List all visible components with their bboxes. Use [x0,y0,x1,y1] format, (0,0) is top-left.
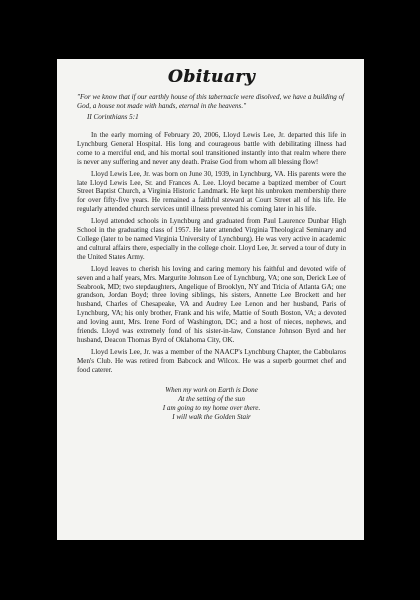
poem-line: When my work on Earth is Done [165,385,258,394]
poem-line: I will walk the Golden Stair [172,413,251,422]
paragraph-affiliations: Lloyd Lewis Lee, Jr. was a member of the NAACP's Lynchburg Chapter, the Cabbularos Men's Club. He was retired from Babcock and Wilcox. He was a superb gourmet chef and food caterer. [77,347,346,374]
scripture-citation: II Corinthians 5:1 [87,113,139,121]
poem-line: At the setting of the sun [178,394,245,403]
paragraph-birth: Lloyd Lewis Lee, Jr. was born on June 30, 1939, in Lynchburg, VA. His parents were the late Lloyd Lewis Lee, Sr. and Frances A. Lee. Lloyd became a baptized member of Court Street Baptist Church, a Virginia Historic Landmark. He kept his unbroken membership there for over fifty-five years. He remained a faithful steward at Court Street all of his life. He regularly attended church services until illness prevented his coming later in his life. [77,169,346,214]
scripture-verse: "For we know that if our earthly house of this tabernacle were disolved, we have a building of God, a house not made with hands, eternal in the heavens." [77,93,345,110]
closing-poem [77,386,346,423]
page-title: Obituary [167,67,256,87]
poem-line: I am going to my home over there. [162,403,261,412]
paragraph-education: Lloyd attended schools in Lynchburg and graduated from Paul Laurence Dunbar High School in the graduating class of 1957. He later attended Virginia Theological Seminary and College (later to be named Virginia University of Lynchburg). He was very active in academic and cultural affairs there, especially in the college choir. Lloyd Lee, Jr. served a tour of duty in the United States Army. [77,217,346,261]
paragraph-passing: In the early morning of February 20, 2006, Lloyd Lewis Lee, Jr. departed this life in Lynchburg General Hospital. His long and courageous battle with debilitating illness had come to a merciful end, and his mortal soul transitioned instantly into that realm where there is never any suffering and never any death. Praise God from whom all blessing flow! [77,131,346,166]
obituary-page [57,59,364,540]
paragraph-family: Lloyd leaves to cherish his loving and caring memory his faithful and devoted wife of seven and a half years, Mrs. Margurite Johnson Lee of Lynchburg, VA; one son, Derick Lee of Seabrook, MD; two stepdaughters, Angelique of Brooklyn, NY and Tricia of Atlanta GA; one grandson, Jordan Boyd; three loving siblings, his sisters, Annette Lee Brockett and her husband, Charles of Chesapeake, VA and Audrey Lee Lenon and her husband, Paris of Lynchburg, VA; his only brother, Frank and his wife, Mattie of South Boston, VA; a devoted and loving aunt, Mrs. Irene Ford of Washington, DC; and a host of nieces, nephews, and friends. Lloyd was extremely fond of his sister-in-law, Constance Johnson Byrd and her husband, Deacon Thomas Byrd of Oklahoma City, OK. [77,264,346,344]
